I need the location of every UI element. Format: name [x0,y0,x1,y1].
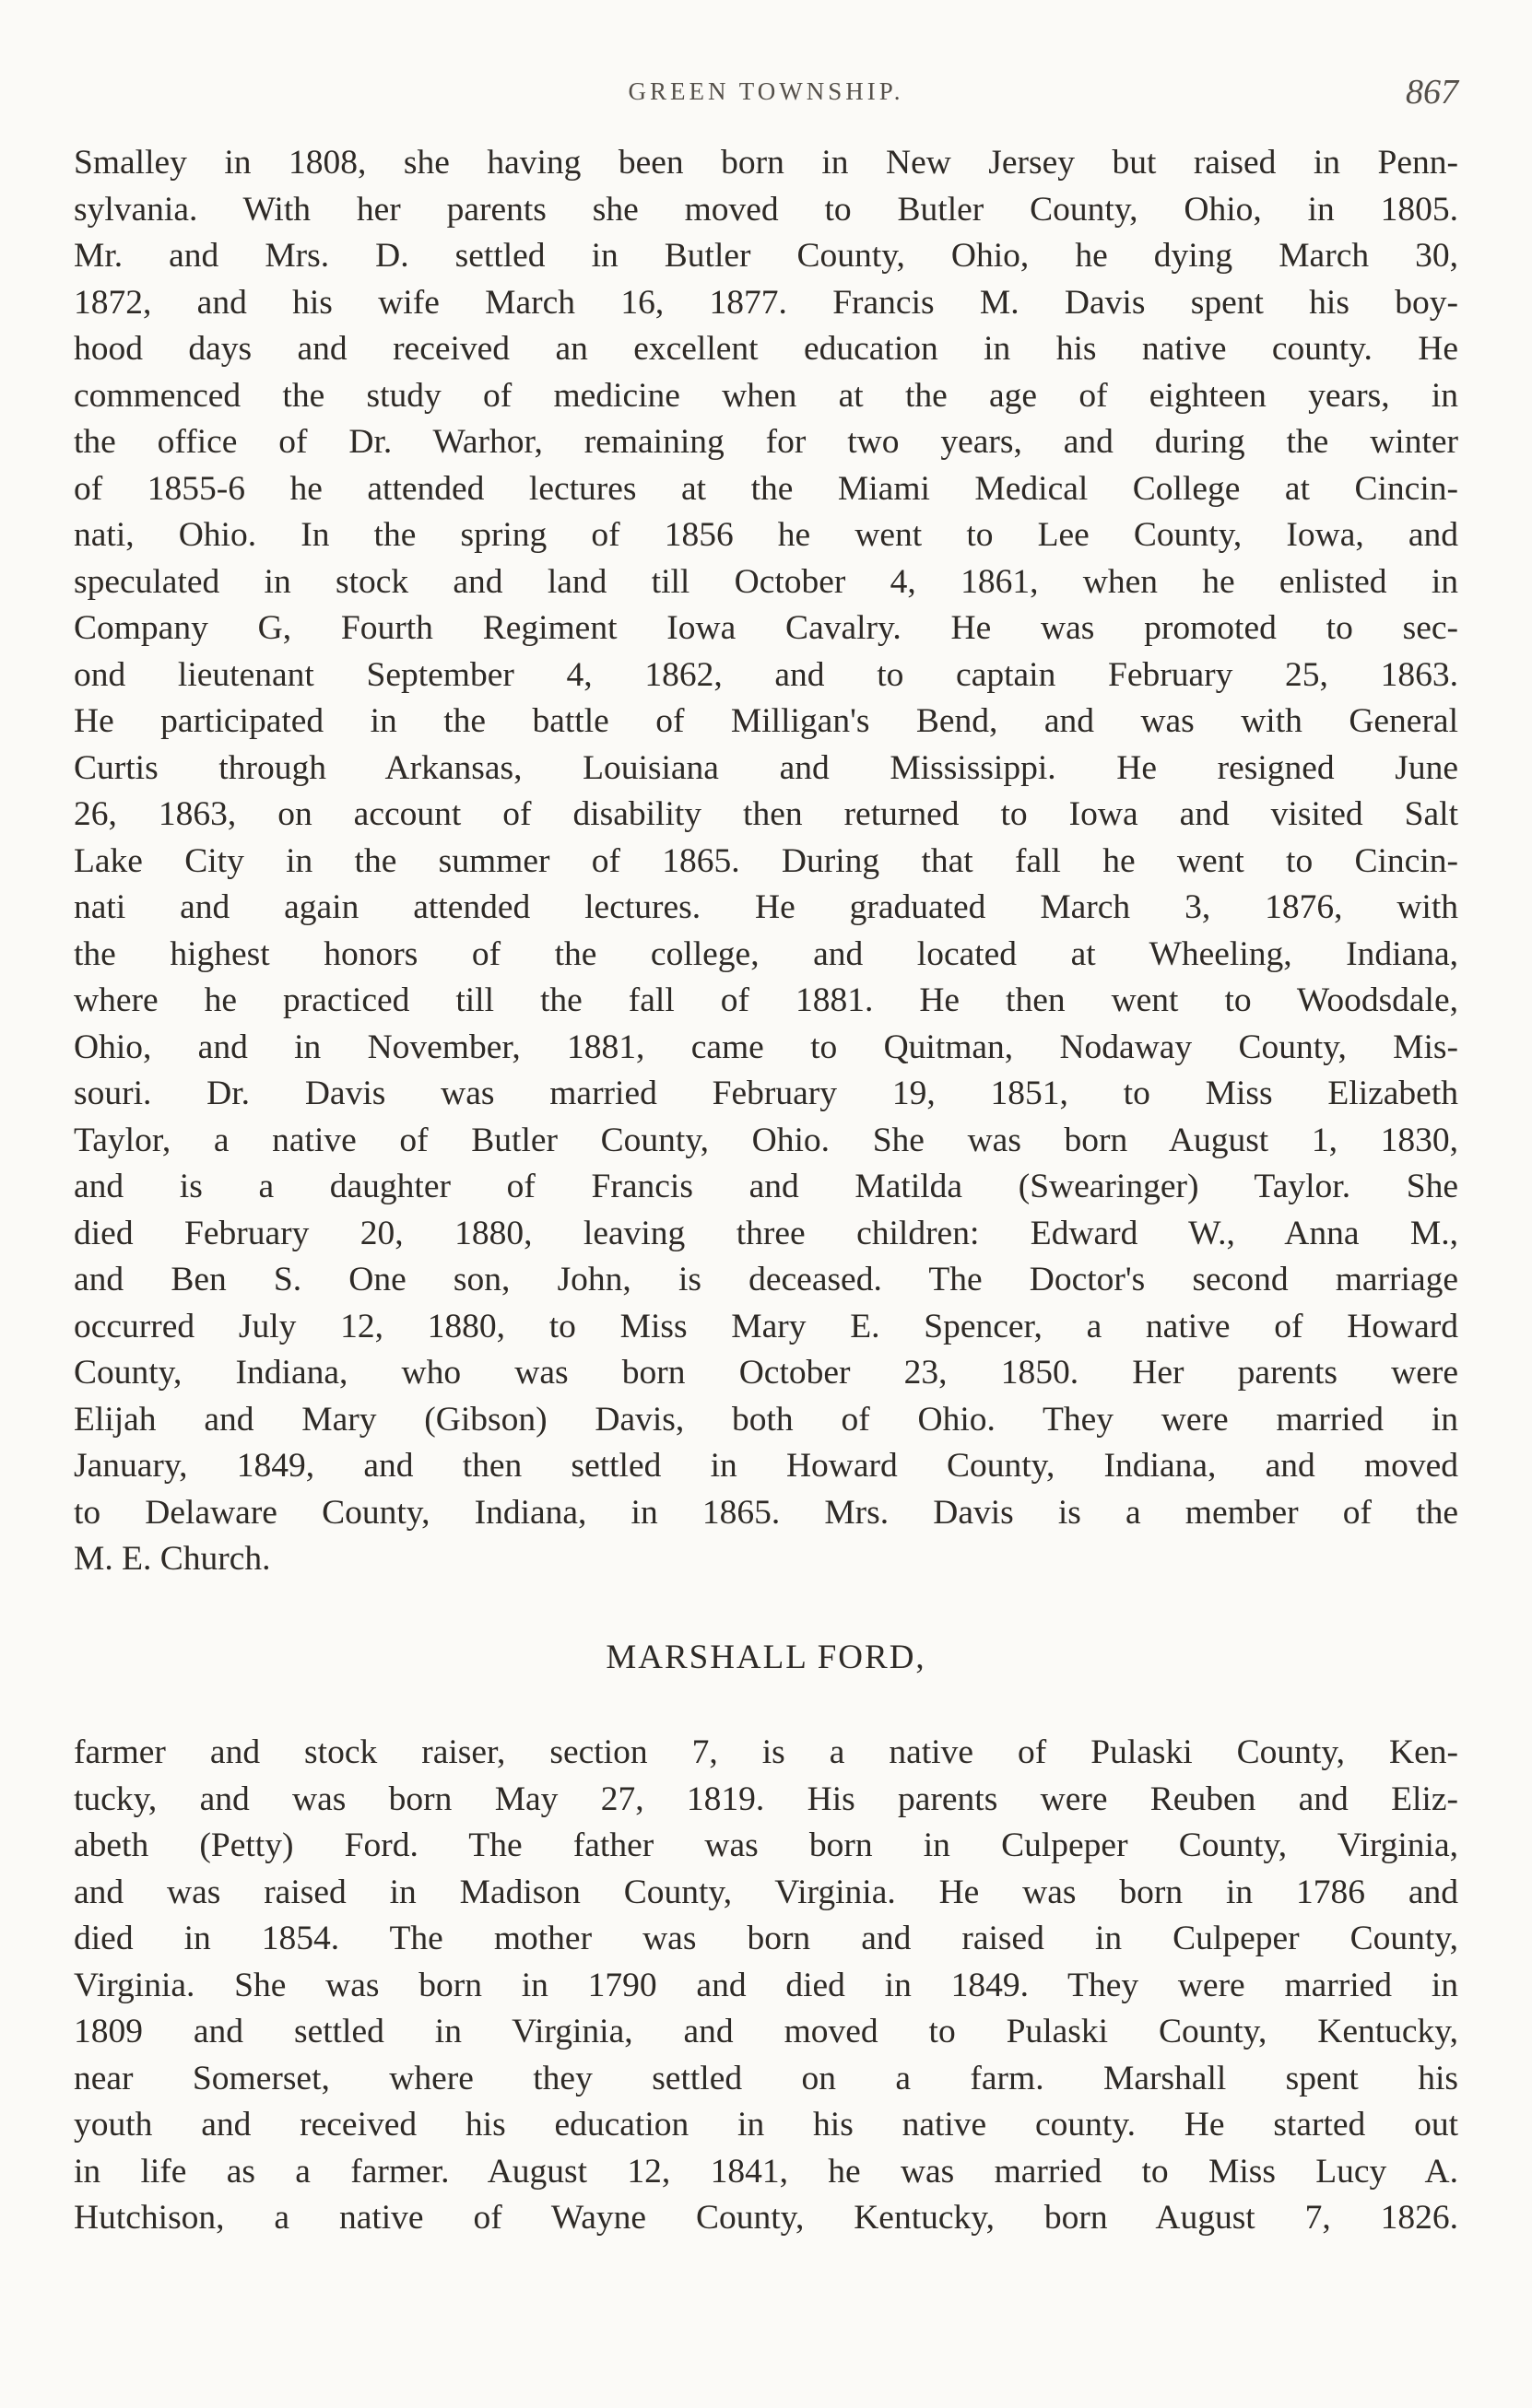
text-line: Taylor, a native of Butler County, Ohio. She was born August 1, 1830, [74,1121,1458,1159]
text-line: Smalley in 1808, she having been born in New Jersey but raised in Penn- [74,144,1458,182]
text-line: January, 1849, and then settled in Howard County, Indiana, and moved [74,1447,1458,1485]
text-line: He participated in the battle of Milligan's Bend, and was with General [74,702,1458,740]
text-line: 1872, and his wife March 16, 1877. Francis M. Davis spent his boy- [74,283,1458,322]
text-line: sylvania. With her parents she moved to Butler County, Ohio, in 1805. [74,190,1458,229]
text-line: souri. Dr. Davis was married February 19, 1851, to Miss Elizabeth [74,1075,1458,1112]
biography-paragraph-ford [74,1730,1458,2242]
text-line: Elijah and Mary (Gibson) Davis, both of Ohio. They were married in [74,1400,1458,1439]
text-line: occurred July 12, 1880, to Miss Mary E. Spencer, a native of Howard [74,1307,1458,1345]
text-line: of 1855-6 he attended lectures at the Miami Medical College at Cincin- [74,469,1458,508]
text-line: Company G, Fourth Regiment Iowa Cavalry. He was promoted to sec- [74,609,1458,647]
text-line: died February 20, 1880, leaving three children: Edward W., Anna M., [74,1214,1458,1252]
text-line: where he practiced till the fall of 1881. He then went to Woodsdale, [74,981,1458,1019]
text-line: tucky, and was born May 27, 1819. His parents were Reuben and Eliz- [74,1780,1458,1818]
text-line: Virginia. She was born in 1790 and died in 1849. They were married in [74,1966,1458,2004]
text-line: abeth (Petty) Ford. The father was born in Culpeper County, Virginia, [74,1827,1458,1864]
text-line: farmer and stock raiser, section 7, is a native of Pulaski County, Ken- [74,1733,1458,1771]
text-line: died in 1854. The mother was born and raised in Culpeper County, [74,1920,1458,1957]
text-line: Lake City in the summer of 1865. During that fall he went to Cincin- [74,841,1458,880]
text-line: and is a daughter of Francis and Matilda (Swearinger) Taylor. She [74,1168,1458,1205]
text-line: Ohio, and in November, 1881, came to Quitman, Nodaway County, Mis- [74,1028,1458,1066]
text-line: speculated in stock and land till October 4, 1861, when he enlisted in [74,562,1458,601]
text-line: Curtis through Arkansas, Louisiana and Mississippi. He resigned June [74,748,1458,787]
text-line: to Delaware County, Indiana, in 1865. Mrs. Davis is a member of the [74,1493,1458,1532]
text-line: Mr. and Mrs. D. settled in Butler County, Ohio, he dying March 30, [74,237,1458,275]
text-line: near Somerset, where they settled on a farm. Marshall spent his [74,2059,1458,2097]
text-line: and Ben S. One son, John, is deceased. The Doctor's second marriage [74,1261,1458,1298]
running-head [74,72,1458,118]
section-heading-marshall-ford: MARSHALL FORD, [606,1639,926,1676]
text-line: County, Indiana, who was born October 23, 1850. Her parents were [74,1354,1458,1392]
biography-paragraph-davis [74,140,1458,1583]
text-line: in life as a farmer. August 12, 1841, he was married to Miss Lucy A. [74,2152,1458,2191]
text-line: the office of Dr. Warhor, remaining for two years, and during the winter [74,423,1458,461]
text-line: 26, 1863, on account of disability then returned to Iowa and visited Salt [74,795,1458,833]
text-line: commenced the study of medicine when at the age of eighteen years, in [74,376,1458,415]
text-line: nati, Ohio. In the spring of 1856 he went to Lee County, Iowa, and [74,516,1458,554]
page-number: 867 [1406,73,1458,112]
text-line: Hutchison, a native of Wayne County, Kentucky, born August 7, 1826. [74,2199,1458,2237]
text-line: M. E. Church. [74,1540,271,1578]
text-line: youth and received his education in his native county. He started out [74,2106,1458,2144]
text-line: ond lieutenant September 4, 1862, and to captain February 25, 1863. [74,655,1458,694]
text-line: hood days and received an excellent education in his native county. He [74,330,1458,368]
running-head-title: GREEN TOWNSHIP. [628,77,904,105]
text-line: nati and again attended lectures. He graduated March 3, 1876, with [74,888,1458,926]
text-line: 1809 and settled in Virginia, and moved to Pulaski County, Kentucky, [74,2013,1458,2050]
text-line: and was raised in Madison County, Virginia. He was born in 1786 and [74,1873,1458,1911]
text-line: the highest honors of the college, and located at Wheeling, Indiana, [74,934,1458,973]
